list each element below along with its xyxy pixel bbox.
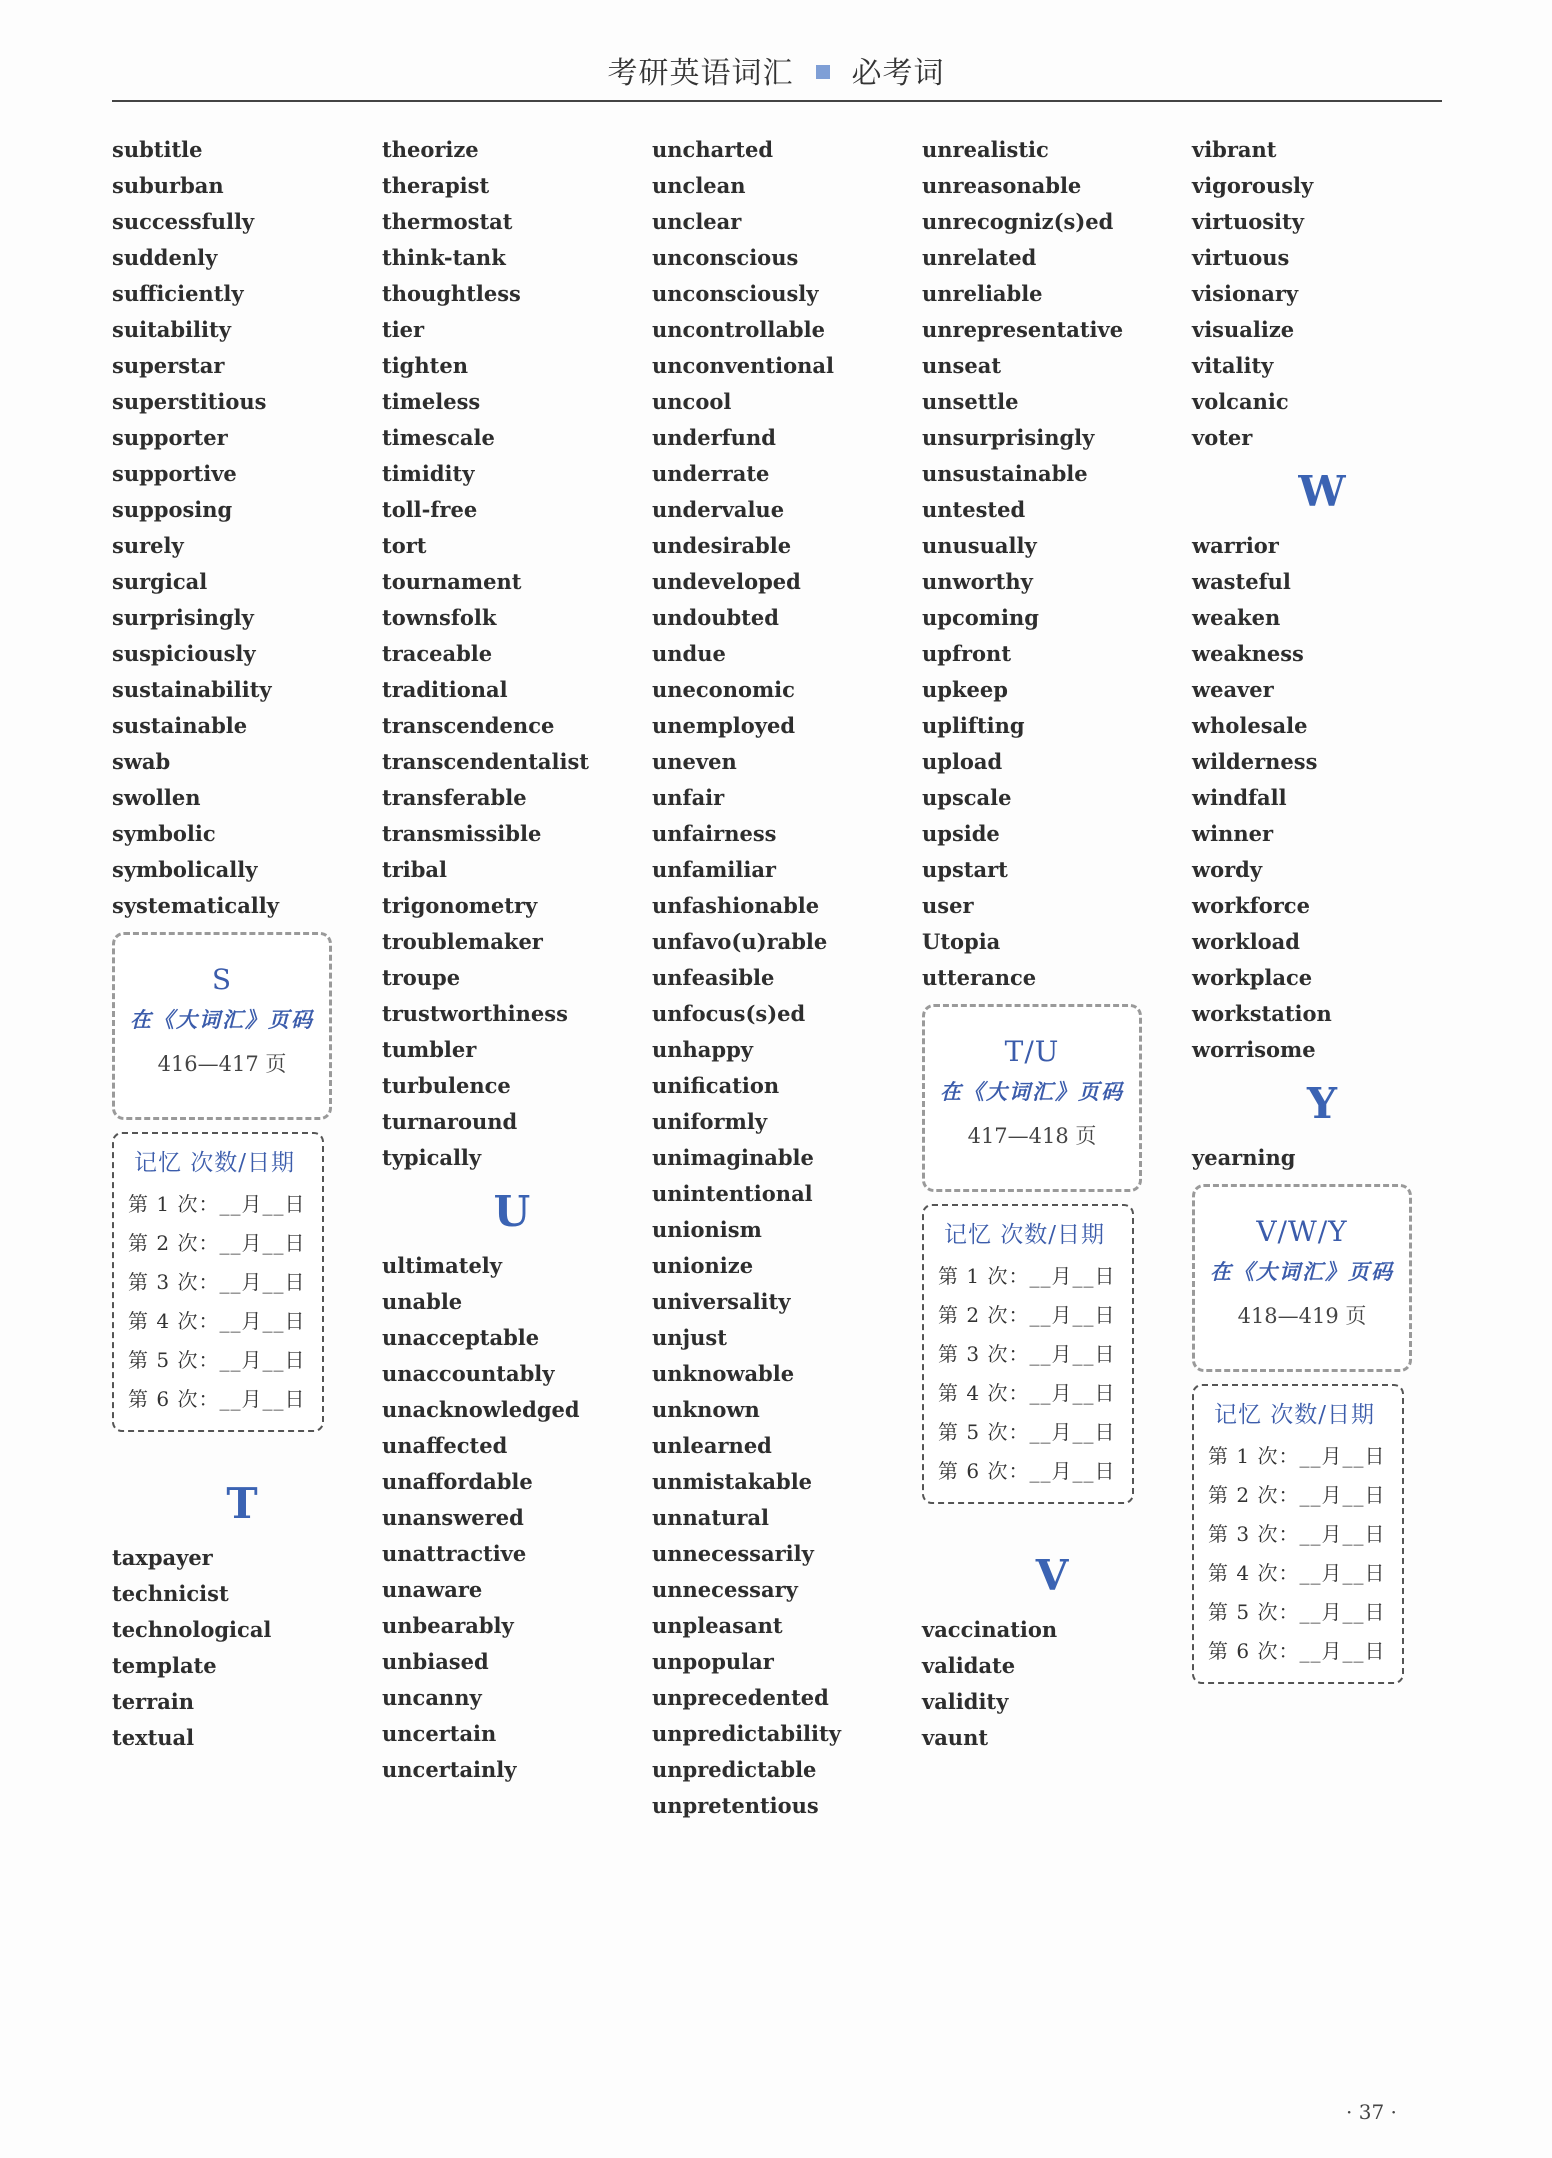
word-entry: uncanny [382,1685,482,1710]
word-entry: unconscious [652,245,799,270]
word-entry: wasteful [1192,569,1291,594]
word-entry: utterance [922,965,1037,990]
word-entry: validity [922,1689,1009,1714]
word-entry: unaffordable [382,1469,533,1494]
memory-log-row: 第 5 次：__月__日 [1208,1600,1386,1624]
memory-log-title: 记忆 次数/日期 [134,1150,296,1176]
word-entry: unfashionable [652,893,820,918]
word-entry: suitability [112,317,231,342]
reference-pages: 416—417 页 [157,1052,287,1076]
memory-log-row: 第 6 次：__月__日 [128,1387,306,1411]
word-entry: unfocus(s)ed [652,1001,806,1026]
word-entry: timidity [382,461,475,486]
word-entry: timeless [382,389,481,414]
word-entry: transmissible [382,821,542,846]
word-entry: unification [652,1073,780,1098]
word-entry: unhappy [652,1037,753,1062]
memory-log-row: 第 2 次：__月__日 [938,1303,1116,1327]
word-entry: workplace [1192,965,1313,990]
memory-log-row: 第 4 次：__月__日 [938,1381,1116,1405]
memory-log-title: 记忆 次数/日期 [944,1222,1106,1248]
word-entry: unimaginable [652,1145,814,1170]
word-entry: worrisome [1192,1037,1316,1062]
word-entry: underrate [652,461,770,486]
word-entry: unseat [922,353,1002,378]
word-entry: tournament [382,569,522,594]
word-entry: sustainability [112,677,272,702]
word-entry: taxpayer [112,1545,213,1570]
reference-label: 在《大词汇》页码 [940,1079,1124,1104]
word-entry: warrior [1192,533,1279,558]
memory-log-row: 第 1 次：__月__日 [938,1264,1116,1288]
word-column-1 [112,132,372,1756]
word-entry: visionary [1192,281,1299,306]
section-letter: V [1035,1551,1069,1600]
memory-log-row: 第 1 次：__月__日 [128,1192,306,1216]
memory-log-box [1192,1384,1404,1684]
word-entry: traceable [382,641,493,666]
word-entry: townsfolk [382,605,497,630]
reference-letters: V/W/Y [1256,1215,1348,1248]
word-entry: subtitle [112,137,203,162]
page-number: · 37 · [1346,2100,1397,2124]
word-entry: unworthy [922,569,1033,594]
word-entry: unionism [652,1217,762,1242]
word-entry: unmistakable [652,1469,813,1494]
word-entry: weakness [1192,641,1304,666]
word-entry: supporter [112,425,228,450]
spacer [112,1432,372,1468]
word-entry: think-tank [382,245,506,270]
word-entry: unemployed [652,713,796,738]
word-entry: undervalue [652,497,785,522]
memory-log-row: 第 6 次：__月__日 [1208,1639,1386,1663]
page-reference-box [112,932,332,1120]
word-entry: vigorously [1192,173,1314,198]
word-entry: universality [652,1289,791,1314]
word-entry: unfamiliar [652,857,777,882]
word-entry: wilderness [1192,749,1318,774]
word-entry: uneconomic [652,677,795,702]
header-divider [112,100,1442,102]
word-entry: turbulence [382,1073,511,1098]
memory-log-row: 第 6 次：__月__日 [938,1459,1116,1483]
memory-log-row: 第 2 次：__月__日 [128,1231,306,1255]
word-entry: trustworthiness [382,1001,568,1026]
reference-pages: 418—419 页 [1237,1304,1367,1328]
word-entry: weaver [1192,677,1274,702]
word-entry: unnecessarily [652,1541,814,1566]
memory-log-row: 第 4 次：__月__日 [1208,1561,1386,1585]
word-entry: unreliable [922,281,1043,306]
word-entry: winner [1192,821,1274,846]
word-entry: unacceptable [382,1325,540,1350]
word-entry: traditional [382,677,508,702]
word-entry: unprecedented [652,1685,829,1710]
word-entry: upload [922,749,1003,774]
word-entry: transcendentalist [382,749,589,774]
word-entry: unanswered [382,1505,524,1530]
word-entry: unrepresentative [922,317,1124,342]
word-entry: unconventional [652,353,834,378]
page-reference-box [1192,1184,1412,1372]
word-entry: typically [382,1145,482,1170]
reference-letters: T/U [1004,1035,1060,1068]
word-entry: surely [112,533,184,558]
word-entry: Utopia [922,929,1001,954]
word-entry: unnecessary [652,1577,798,1602]
word-entry: textual [112,1725,195,1750]
word-entry: ultimately [382,1253,502,1278]
word-entry: suddenly [112,245,218,270]
word-entry: unaware [382,1577,483,1602]
word-entry: surgical [112,569,208,594]
word-entry: uncontrollable [652,317,825,342]
word-entry: systematically [112,893,279,918]
word-entry: therapist [382,173,490,198]
section-letter: W [1298,467,1346,516]
word-entry: technological [112,1617,272,1642]
reference-letters: S [211,963,233,996]
word-column-3 [652,132,912,1824]
word-entry: timescale [382,425,495,450]
word-entry: troupe [382,965,461,990]
word-entry: upstart [922,857,1008,882]
word-entry: upkeep [922,677,1008,702]
reference-label: 在《大词汇》页码 [1210,1259,1394,1284]
word-entry: uncertain [382,1721,497,1746]
word-entry: surprisingly [112,605,254,630]
word-entry: voter [1192,425,1253,450]
word-entry: unbiased [382,1649,489,1674]
word-entry: unpretentious [652,1793,819,1818]
memory-log-row: 第 2 次：__月__日 [1208,1483,1386,1507]
word-entry: tumbler [382,1037,477,1062]
word-entry: sufficiently [112,281,244,306]
word-entry: sustainable [112,713,248,738]
memory-log-title: 记忆 次数/日期 [1214,1402,1376,1428]
section-letter: T [226,1479,258,1528]
word-entry: unintentional [652,1181,813,1206]
word-entry: volcanic [1192,389,1289,414]
word-entry: unionize [652,1253,754,1278]
word-entry: unconsciously [652,281,819,306]
word-entry: swollen [112,785,201,810]
word-entry: unaccountably [382,1361,555,1386]
word-column-5 [1192,132,1452,1684]
word-entry: toll-free [382,497,478,522]
word-entry: unacknowledged [382,1397,580,1422]
word-entry: underfund [652,425,776,450]
word-entry: tribal [382,857,448,882]
word-entry: unsettle [922,389,1019,414]
word-entry: supposing [112,497,233,522]
word-entry: unattractive [382,1541,527,1566]
word-entry: visualize [1192,317,1295,342]
word-entry: unclean [652,173,746,198]
memory-log-row: 第 4 次：__月__日 [128,1309,306,1333]
word-entry: unknown [652,1397,760,1422]
word-entry: upside [922,821,1000,846]
word-entry: trigonometry [382,893,538,918]
word-entry: undue [652,641,726,666]
page-header [0,48,1552,92]
word-entry: unsurprisingly [922,425,1095,450]
word-entry: tighten [382,353,468,378]
word-entry: uncharted [652,137,774,162]
word-entry: supportive [112,461,237,486]
memory-log-row: 第 3 次：__月__日 [938,1342,1116,1366]
word-entry: transcendence [382,713,555,738]
word-entry: unfavo(u)rable [652,929,828,954]
memory-log-row: 第 5 次：__月__日 [938,1420,1116,1444]
word-entry: undoubted [652,605,779,630]
word-entry: user [922,893,974,918]
word-entry: unclear [652,209,742,234]
memory-log-row: 第 1 次：__月__日 [1208,1444,1386,1468]
word-entry: unjust [652,1325,727,1350]
word-entry: uniformly [652,1109,768,1134]
word-entry: undesirable [652,533,792,558]
word-entry: unreasonable [922,173,1082,198]
word-entry: unrecogniz(s)ed [922,209,1114,234]
memory-log-row: 第 5 次：__月__日 [128,1348,306,1372]
word-entry: unsustainable [922,461,1088,486]
word-entry: template [112,1653,217,1678]
word-entry: workstation [1192,1001,1332,1026]
word-entry: yearning [1192,1145,1296,1170]
word-entry: thoughtless [382,281,521,306]
word-entry: unpredictable [652,1757,817,1782]
word-entry: upcoming [922,605,1039,630]
word-entry: symbolically [112,857,258,882]
word-entry: suburban [112,173,224,198]
section-letter: U [493,1187,531,1236]
word-entry: superstitious [112,389,267,414]
word-entry: vaccination [922,1617,1058,1642]
word-entry: troublemaker [382,929,543,954]
word-entry: uncertainly [382,1757,517,1782]
word-entry: transferable [382,785,527,810]
word-entry: symbolic [112,821,216,846]
word-entry: vitality [1192,353,1274,378]
word-entry: unpleasant [652,1613,783,1638]
word-entry: terrain [112,1689,195,1714]
spacer [922,1504,1182,1540]
memory-log-box [922,1204,1134,1504]
word-entry: unrelated [922,245,1037,270]
page-reference-box [922,1004,1142,1192]
header-book-title: 考研英语词汇 [607,56,794,91]
word-entry: virtuosity [1192,209,1304,234]
word-column-4 [922,132,1182,1756]
section-letter: Y [1307,1079,1337,1128]
memory-log-row: 第 3 次：__月__日 [1208,1522,1386,1546]
word-entry: weaken [1192,605,1281,630]
word-entry: virtuous [1192,245,1290,270]
word-entry: unbearably [382,1613,514,1638]
word-entry: workforce [1192,893,1310,918]
word-entry: superstar [112,353,225,378]
word-entry: windfall [1192,785,1287,810]
word-entry: unrealistic [922,137,1049,162]
word-column-2 [382,132,642,1788]
word-entry: unlearned [652,1433,772,1458]
word-entry: uneven [652,749,737,774]
word-entry: workload [1192,929,1300,954]
word-entry: turnaround [382,1109,518,1134]
word-entry: unfeasible [652,965,775,990]
memory-log-row: 第 3 次：__月__日 [128,1270,306,1294]
word-entry: uplifting [922,713,1025,738]
word-entry: suspiciously [112,641,256,666]
word-entry: successfully [112,209,255,234]
square-bullet-icon [816,65,830,79]
word-entry: technicist [112,1581,229,1606]
word-entry: undeveloped [652,569,801,594]
word-entry: unusually [922,533,1037,558]
word-entry: vaunt [922,1725,989,1750]
word-entry: unpopular [652,1649,774,1674]
word-entry: theorize [382,137,479,162]
word-entry: unfairness [652,821,777,846]
word-entry: upscale [922,785,1012,810]
reference-pages: 417—418 页 [967,1124,1097,1148]
header-section-title: 必考词 [851,56,945,91]
word-entry: uncool [652,389,732,414]
reference-label: 在《大词汇》页码 [130,1007,314,1032]
word-entry: unnatural [652,1505,770,1530]
word-entry: untested [922,497,1026,522]
word-entry: unpredictability [652,1721,841,1746]
word-entry: validate [922,1653,1016,1678]
word-entry: unaffected [382,1433,508,1458]
word-entry: swab [112,749,171,774]
word-entry: thermostat [382,209,513,234]
word-entry: wordy [1192,857,1263,882]
word-entry: tort [382,533,427,558]
word-entry: vibrant [1192,137,1277,162]
memory-log-box [112,1132,324,1432]
word-entry: unable [382,1289,463,1314]
word-entry: wholesale [1192,713,1308,738]
word-entry: upfront [922,641,1012,666]
word-entry: unfair [652,785,725,810]
word-entry: tier [382,317,425,342]
word-entry: unknowable [652,1361,795,1386]
